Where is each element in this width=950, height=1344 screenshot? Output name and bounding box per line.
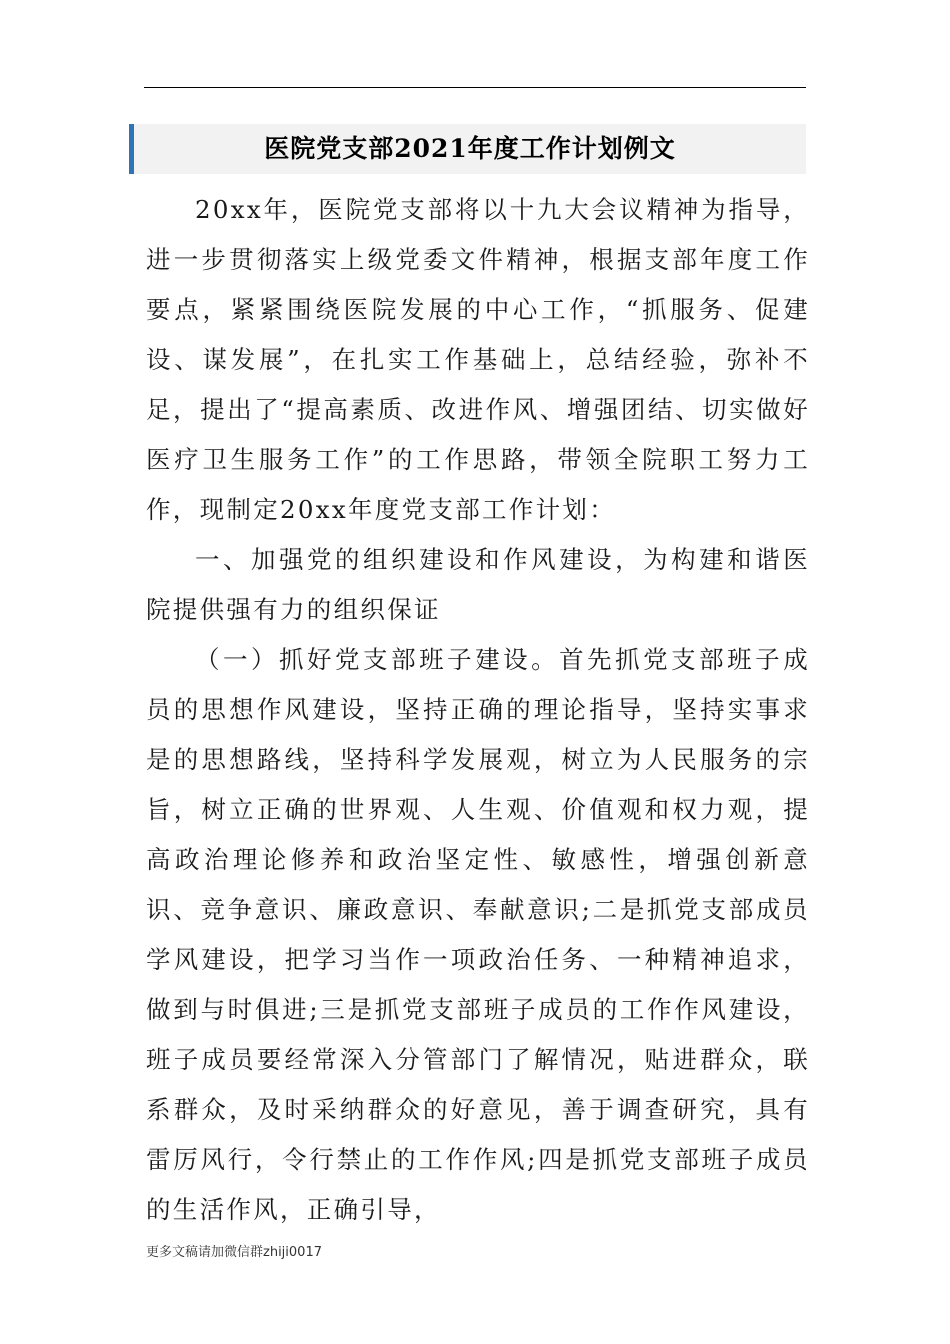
paragraph-intro: 20xx年，医院党支部将以十九大会议精神为指导，进一步贯彻落实上级党委文件精神，根据支部年度工作要点，紧紧围绕医院发展的中心工作，“抓服务、促建设、谋发展”，在扎实工作基础上，总结经验，弥补不足，提出了“提高素质、改进作风、增强团结、切实做好医疗卫生服务工作”的工作思路，带领全院职工努力工作，现制定20xx年度党支部工作计划： bbox=[146, 195, 810, 524]
document-body bbox=[146, 185, 810, 1235]
paragraph-subsection-1: （一）抓好党支部班子建设。首先抓党支部班子成员的思想作风建设，坚持正确的理论指导，坚持实事求是的思想路线，坚持科学发展观，树立为人民服务的宗旨，树立正确的世界观、人生观、价值观和权力观，提高政治理论修养和政治坚定性、敏感性，增强创新意识、竞争意识、廉政意识、奉献意识;二是抓党支部成员学风建设，把学习当作一项政治任务、一种精神追求，做到与时俱进;三是抓党支部班子成员的工作作风建设，班子成员要经常深入分管部门了解情况，贴进群众，联系群众，及时采纳群众的好意见，善于调查研究，具有雷厉风行，令行禁止的工作作风;四是抓党支部班子成员的生活作风，正确引导， bbox=[146, 645, 810, 1224]
paragraph-section-heading: 一、加强党的组织建设和作风建设，为构建和谐医院提供强有力的组织保证 bbox=[146, 545, 810, 624]
footer-note: 更多文稿请加微信群zhiji0017 bbox=[146, 1245, 322, 1260]
document-title: 医院党支部2021年度工作计划例文 bbox=[264, 134, 676, 163]
header-rule bbox=[144, 87, 806, 88]
title-block bbox=[129, 124, 806, 174]
